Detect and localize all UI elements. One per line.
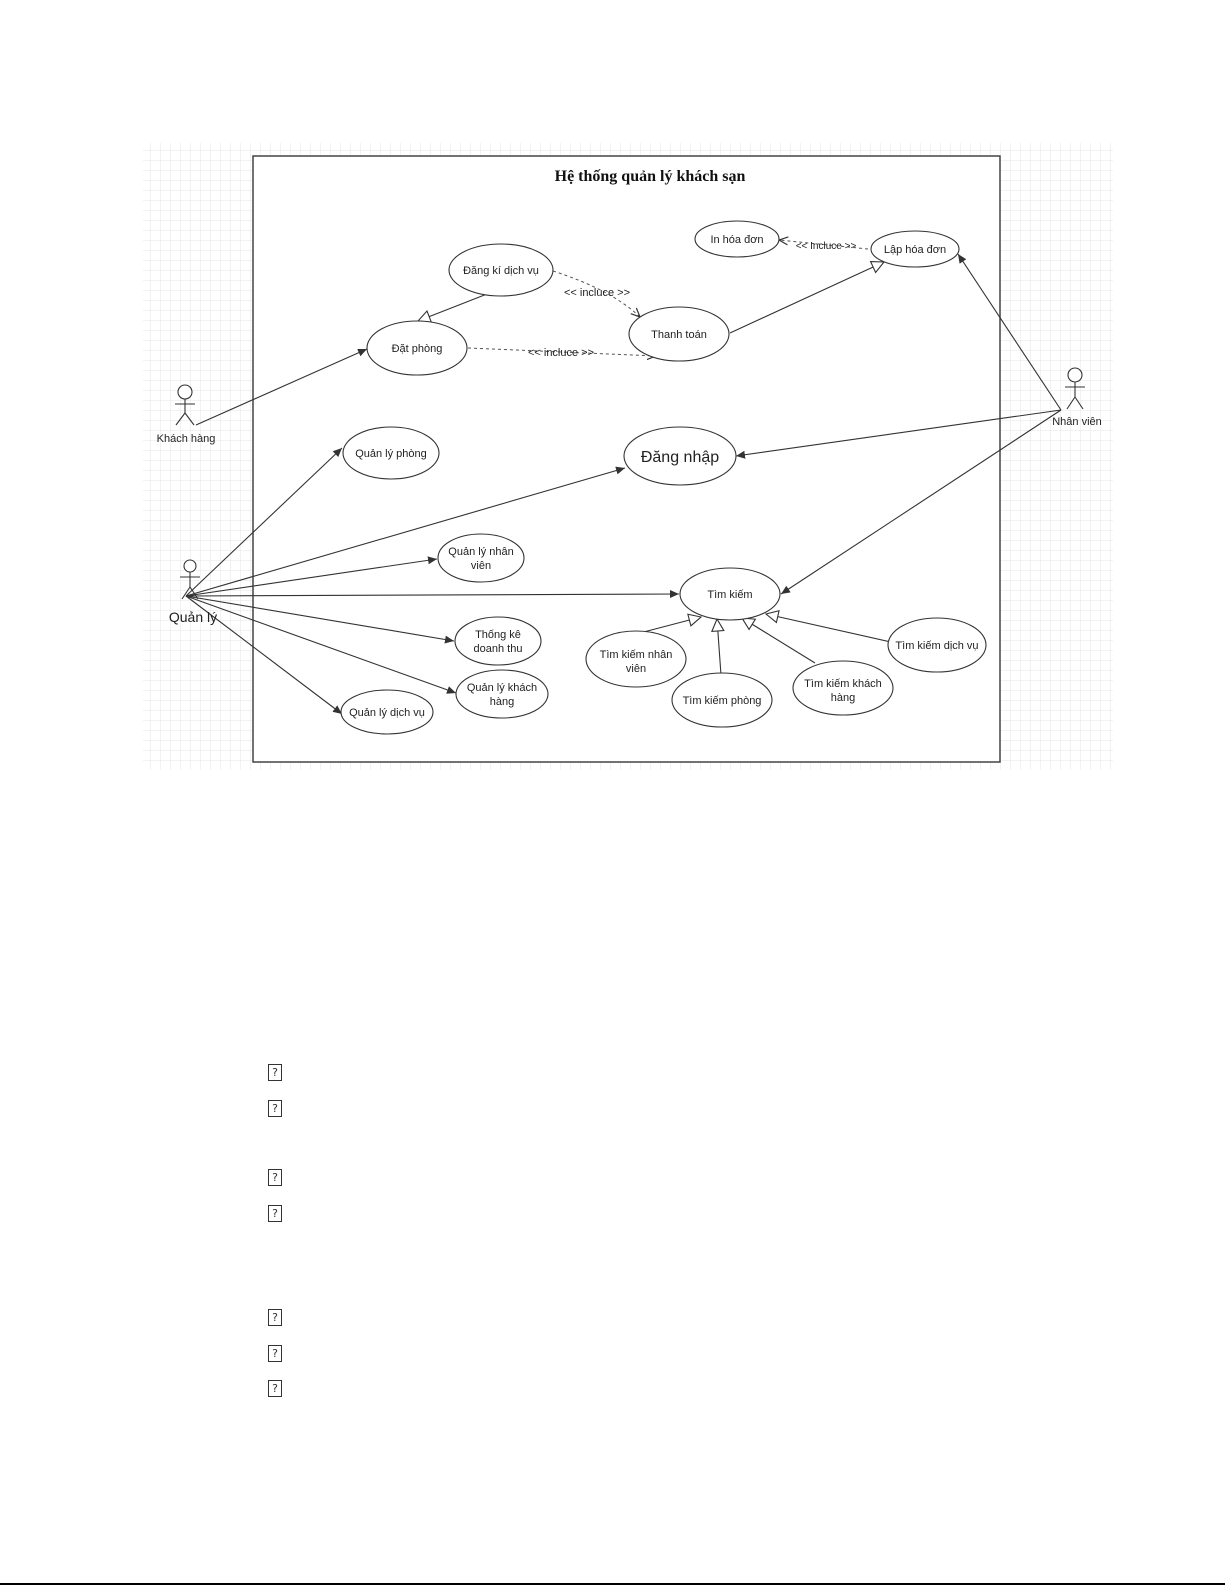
usecase-label-tk-nhan-vien-2: viên (625, 663, 647, 675)
bullet-glyph: ? (268, 1064, 282, 1081)
actor-label-nhan-vien: Nhân viên (1052, 416, 1102, 428)
bullet-glyph: ? (268, 1309, 282, 1326)
usecase-label-quan-ly-nhan-vien-1: Quản lý nhân (448, 546, 514, 558)
usecase-thong-ke-doanh-thu (455, 617, 541, 665)
usecase-label-tk-khach-hang-2: hàng (830, 692, 856, 704)
bullet-glyph: ? (268, 1169, 282, 1186)
usecase-label-thong-ke-1: Thống kê (475, 629, 521, 641)
include-label-3: << Incluce >> (795, 241, 857, 252)
usecase-label-in-hoa-don: In hóa đơn (710, 234, 764, 246)
usecase-label-quan-ly-nhan-vien-2: viên (470, 560, 492, 572)
bullet-glyph: ? (268, 1345, 282, 1362)
bullet-glyph: ? (268, 1100, 282, 1117)
usecase-label-thanh-toan: Thanh toán (651, 329, 707, 341)
usecase-label-quan-ly-phong: Quản lý phòng (355, 448, 427, 460)
include-label-2: << incluce >> (527, 347, 595, 359)
usecase-label-dang-nhap: Đăng nhập (640, 449, 720, 466)
actor-label-quan-ly: Quản lý (168, 609, 218, 625)
bullet-glyph: ? (268, 1380, 282, 1397)
usecase-label-tk-dich-vu: Tìm kiếm dịch vụ (895, 640, 979, 652)
bullet-glyph: ? (268, 1205, 282, 1222)
usecase-label-dat-phong: Đặt phòng (391, 343, 443, 355)
usecase-label-dang-ki-dich-vu: Đăng kí dịch vụ (463, 265, 539, 277)
usecase-quan-ly-nhan-vien (438, 534, 524, 582)
usecase-label-lap-hoa-don: Lập hóa đơn (883, 244, 947, 256)
usecase-label-quan-ly-dich-vu: Quản lý dịch vụ (349, 707, 425, 719)
usecase-label-tk-khach-hang-1: Tìm kiếm khách (804, 678, 882, 690)
usecase-quan-ly-khach-hang (456, 670, 548, 718)
diagram-title: Hệ thống quản lý khách sạn (554, 168, 746, 185)
usecase-label-quan-ly-khach-hang-2: hàng (489, 696, 515, 708)
actor-label-khach-hang: Khách hàng (156, 433, 216, 445)
usecase-label-tim-kiem: Tìm kiếm (707, 589, 753, 601)
usecase-label-quan-ly-khach-hang-1: Quản lý khách (466, 682, 538, 694)
usecase-label-thong-ke-2: doanh thu (473, 643, 523, 655)
include-label-1: << incluce >> (563, 287, 631, 299)
usecase-label-tk-nhan-vien-1: Tìm kiếm nhân (599, 649, 673, 661)
usecase-label-tk-phong: Tìm kiếm phòng (682, 695, 762, 707)
